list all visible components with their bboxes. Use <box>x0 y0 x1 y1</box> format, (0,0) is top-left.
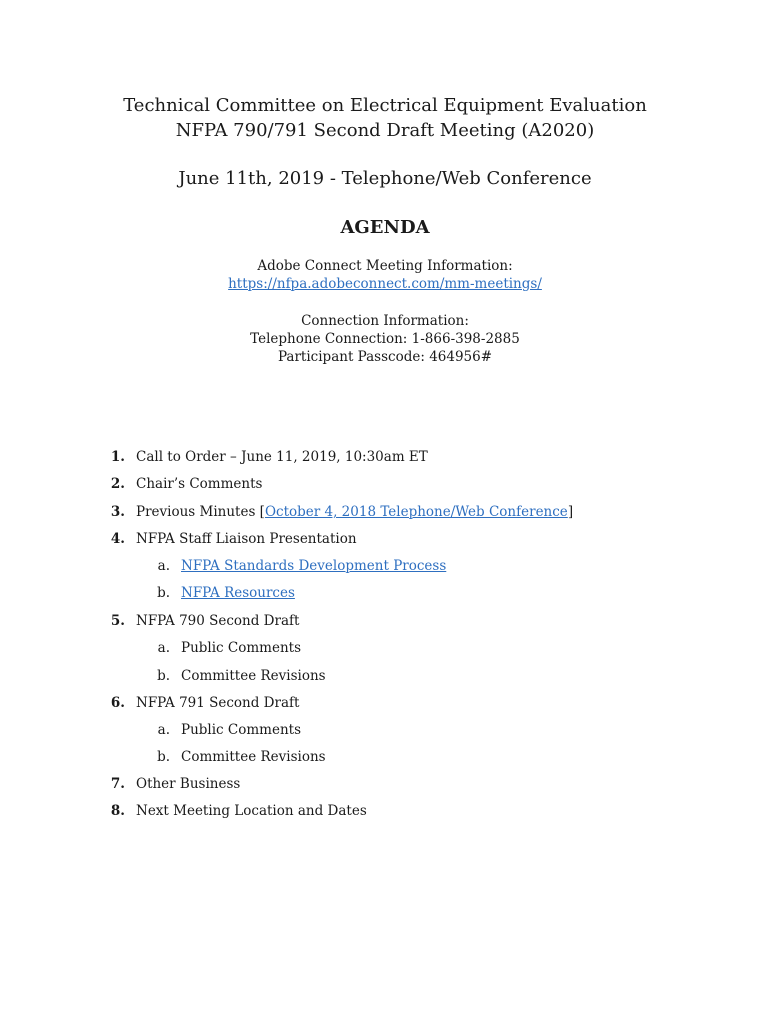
connection-label: Connection Information: <box>301 313 469 329</box>
agenda-subitem-letter: a. <box>157 722 170 738</box>
agenda-item-number: 6. <box>110 695 125 711</box>
nfpa-resources-link[interactable]: NFPA Resources <box>181 585 295 601</box>
agenda-item-number: 2. <box>110 476 125 492</box>
agenda-item-number: 1. <box>110 449 125 465</box>
agenda-subitem-letter: b. <box>157 668 170 684</box>
adobe-connect-link[interactable]: https://nfpa.adobeconnect.com/mm-meetings/ <box>228 276 542 292</box>
nfpa-standards-development-link[interactable]: NFPA Standards Development Process <box>181 558 447 574</box>
agenda-subitem-letter: a. <box>157 640 170 656</box>
agenda-item-number: 3. <box>110 504 125 520</box>
participant-passcode: Participant Passcode: 464956# <box>277 349 493 365</box>
agenda-item-text: NFPA 791 Second Draft <box>136 695 300 711</box>
telephone-connection: Telephone Connection: 1-866-398-2885 <box>250 331 520 347</box>
previous-minutes-bracket: ] <box>567 504 574 520</box>
agenda-item-text: Call to Order – June 11, 2019, 10:30am ET <box>136 449 428 465</box>
agenda-subitem-text: Committee Revisions <box>181 749 326 765</box>
agenda-item-text: Next Meeting Location and Dates <box>136 803 367 819</box>
date-line: June 11th, 2019 - Telephone/Web Conference <box>178 168 592 189</box>
agenda-subitem-text: Public Comments <box>181 640 302 656</box>
agenda-subitem-letter: b. <box>157 749 170 765</box>
agenda-item-number: 4. <box>110 531 125 547</box>
agenda-subitem-text: Public Comments <box>181 722 302 738</box>
agenda-item-text <box>136 503 573 521</box>
agenda-subitem-letter: a. <box>157 558 170 574</box>
agenda-item-number: 8. <box>110 803 125 819</box>
adobe-connect-link-wrap <box>0 275 770 293</box>
previous-minutes-label: Previous Minutes [ <box>136 504 265 520</box>
agenda-item-number: 5. <box>110 613 125 629</box>
previous-minutes-link[interactable]: October 4, 2018 Telephone/Web Conference <box>264 504 568 520</box>
agenda-item-number: 7. <box>110 776 125 792</box>
agenda-heading: AGENDA <box>340 217 430 238</box>
agenda-subitem-text: Committee Revisions <box>181 668 326 684</box>
agenda-subitem-letter: b. <box>157 585 170 601</box>
title-line-1: Technical Committee on Electrical Equipment Evaluation <box>123 95 647 116</box>
agenda-item-text: NFPA Staff Liaison Presentation <box>136 531 357 547</box>
agenda-item-text: Other Business <box>136 776 241 792</box>
adobe-connect-label: Adobe Connect Meeting Information: <box>257 258 513 274</box>
agenda-item-text: Chair’s Comments <box>136 476 263 492</box>
agenda-item-text: NFPA 790 Second Draft <box>136 613 300 629</box>
title-line-2: NFPA 790/791 Second Draft Meeting (A2020) <box>175 120 595 141</box>
